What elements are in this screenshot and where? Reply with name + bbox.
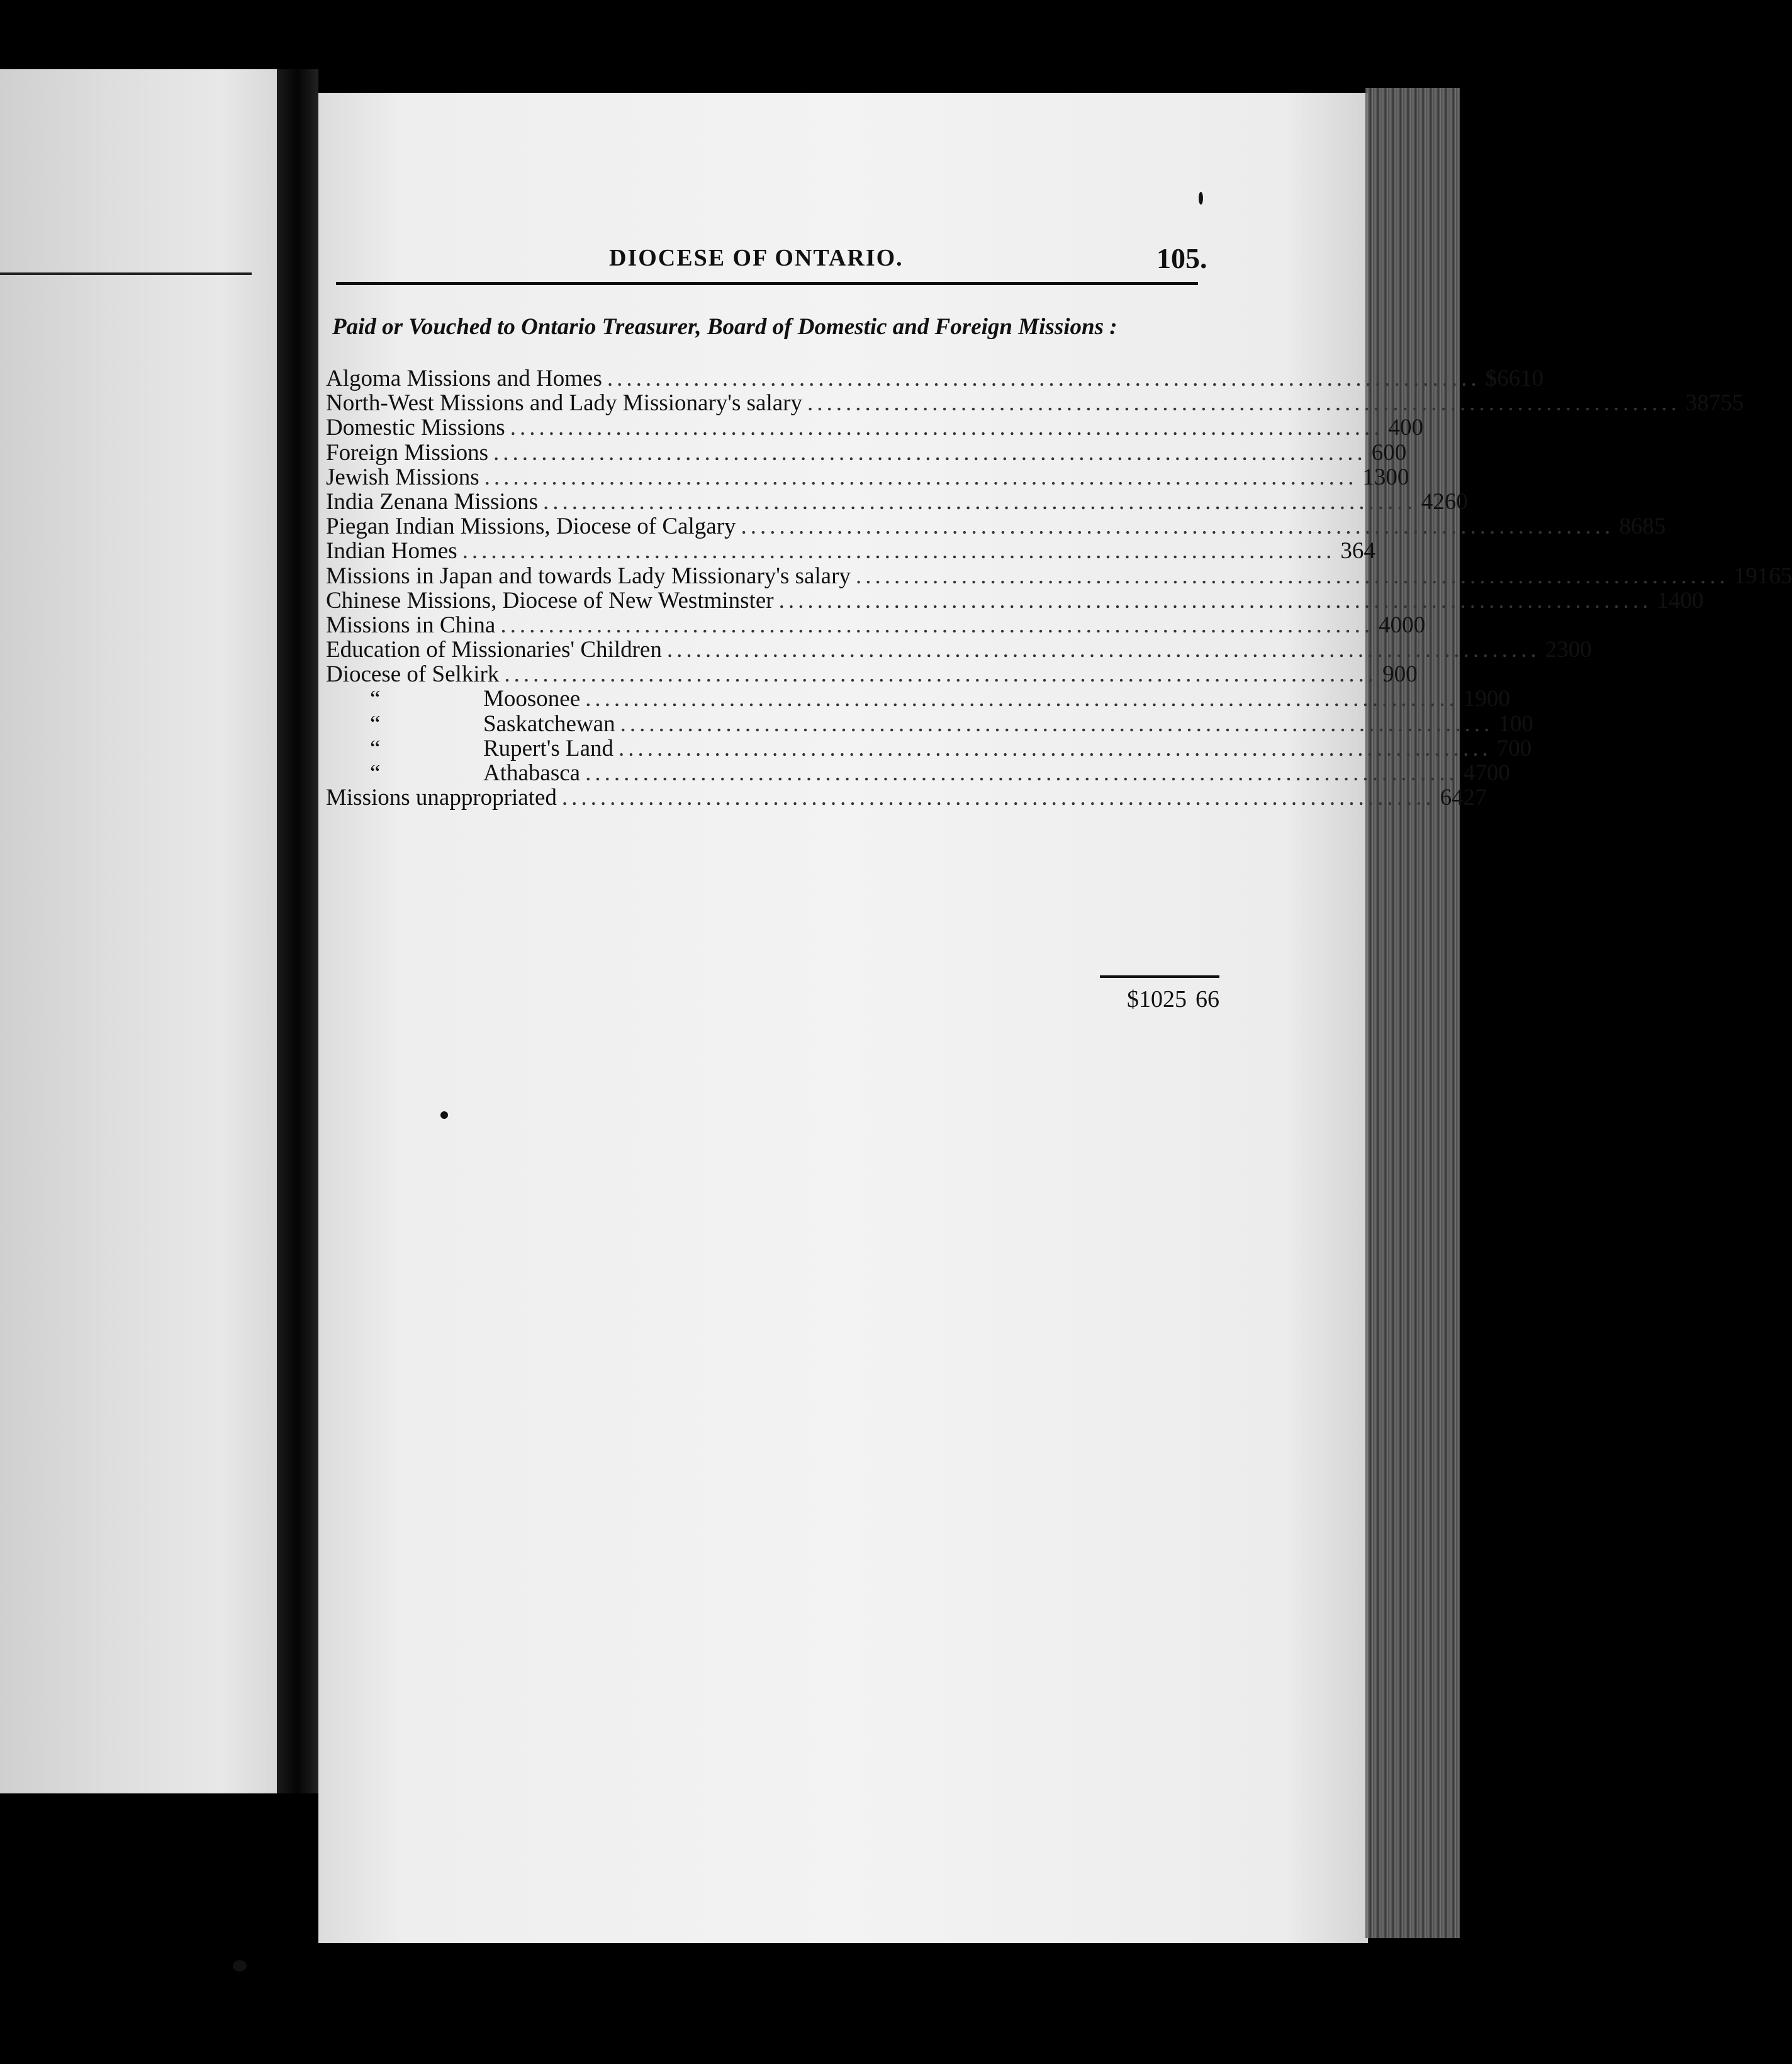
dot-leader: ........................................................................................... — [500, 612, 1374, 638]
ledger-row — [326, 390, 1744, 417]
entry-label-text: Rupert's Land — [483, 735, 614, 761]
dot-leader: ........................................................................................... — [585, 686, 1459, 712]
entry-cents: 64 — [1352, 538, 1375, 564]
entry-label: Jewish Missions — [326, 464, 479, 490]
entry-label-text: Saskatchewan — [483, 710, 615, 737]
entry-cents: 00 — [1386, 464, 1409, 490]
ledger-row — [326, 414, 1423, 441]
entry-label — [326, 710, 615, 738]
dot-leader: ........................................................................................... — [510, 415, 1384, 441]
dot-leader: ........................................................................................... — [493, 439, 1367, 466]
entry-label: Missions unappropriated — [326, 785, 557, 811]
entry-dollars: 4 — [1388, 415, 1400, 441]
entry-label: Algoma Missions and Homes — [326, 366, 602, 391]
entry-dollars: 387 — [1685, 390, 1721, 417]
entry-cents: 55 — [1720, 390, 1744, 417]
ledger-row — [326, 685, 1510, 712]
entry-cents: 65 — [1769, 563, 1792, 589]
section-heading: Paid or Vouched to Ontario Treasurer, Board of Domestic and Foreign Missions : — [332, 314, 1117, 340]
ditto-mark: “ — [370, 686, 381, 712]
total-cents: 66 — [1196, 986, 1219, 1012]
entry-dollars: 47 — [1463, 760, 1487, 786]
ink-speck — [233, 1960, 247, 1971]
entry-dollars: 6 — [1371, 439, 1384, 466]
dot-leader: ........................................................................................... — [607, 366, 1481, 391]
ditto-mark: “ — [370, 735, 381, 761]
book-gutter — [277, 69, 318, 1793]
entry-label: Education of Missionaries' Children — [326, 637, 662, 663]
ledger-row — [326, 563, 1792, 589]
entry-cents: 10 — [1520, 366, 1544, 391]
total-rule — [1100, 975, 1219, 978]
dot-leader: ........................................................................................... — [484, 464, 1358, 490]
entry-dollars: 7 — [1496, 735, 1509, 761]
entry-cents: 00 — [1509, 710, 1533, 737]
entry-dollars: 19 — [1463, 686, 1487, 712]
entry-cents: 00 — [1486, 686, 1510, 712]
dot-leader: ........................................................................................... — [741, 513, 1615, 540]
entry-label — [326, 760, 580, 787]
dot-leader: ........................................................................................... — [855, 563, 1729, 589]
entry-dollars: 1 — [1498, 710, 1510, 737]
entry-label: Domestic Missions — [326, 415, 505, 441]
ledger-row — [326, 760, 1510, 786]
entry-label: Chinese Missions, Diocese of New Westminster — [326, 587, 774, 614]
page-title: DIOCESE OF ONTARIO. — [609, 245, 904, 271]
ledger-row — [326, 710, 1533, 737]
entry-dollars: 42 — [1421, 488, 1445, 515]
ledger-row — [326, 439, 1407, 466]
entry-dollars: 13 — [1362, 464, 1386, 490]
total-row — [1100, 985, 1219, 1013]
ledger-row — [326, 587, 1704, 614]
page-number: 105. — [1156, 242, 1207, 274]
dot-leader: ........................................................................................... — [619, 735, 1492, 761]
left-facing-page — [0, 69, 277, 1793]
entry-label: Missions in Japan and towards Lady Missionary's salary — [326, 563, 851, 589]
ledger-row — [326, 488, 1468, 515]
entry-dollars: 191 — [1733, 563, 1769, 589]
ledger-row — [326, 661, 1418, 688]
ledger-row — [326, 537, 1375, 564]
entry-label: North-West Missions and Lady Missionary's salary — [326, 390, 802, 417]
ink-speck — [1199, 192, 1203, 205]
total-amount: $1025 — [1127, 986, 1187, 1012]
entry-cents: 00 — [1508, 735, 1532, 761]
entry-dollars: 3 — [1340, 538, 1352, 564]
entry-label: Piegan Indian Missions, Diocese of Calgary — [326, 513, 736, 540]
header-rule — [336, 282, 1198, 285]
ledger-row — [326, 784, 1487, 811]
dot-leader: ........................................................................................... — [620, 710, 1494, 737]
left-page-rule — [0, 272, 252, 275]
entry-cents: 00 — [1568, 637, 1592, 663]
entry-cents: 00 — [1383, 439, 1407, 466]
entry-dollars: 86 — [1619, 513, 1643, 540]
entry-cents: 00 — [1402, 612, 1426, 638]
entry-label: Missions in China — [326, 612, 496, 638]
entry-cents: 00 — [1486, 760, 1510, 786]
ledger-table — [326, 365, 1792, 811]
dot-leader: ........................................................................................... — [543, 488, 1416, 515]
running-header — [326, 239, 1219, 283]
entry-cents: 27 — [1463, 785, 1487, 811]
entry-dollars: 66 — [1497, 366, 1521, 391]
entry-cents: 60 — [1444, 488, 1468, 515]
entry-label — [326, 735, 613, 762]
entry-label-text: Moosonee — [483, 686, 581, 712]
ledger-row — [326, 636, 1592, 663]
ledger-row — [326, 365, 1544, 391]
entry-dollars: 64 — [1440, 785, 1464, 811]
entry-dollars: 9 — [1382, 661, 1394, 688]
entry-label: Indian Homes — [326, 538, 457, 564]
entry-cents: 00 — [1680, 587, 1704, 614]
currency-sign: $ — [1485, 366, 1498, 391]
dot-leader: ........................................................................................... — [504, 661, 1378, 688]
entry-label — [326, 685, 580, 712]
dot-leader: ........................................................................................... — [462, 538, 1336, 564]
dot-leader: ........................................................................................... — [666, 637, 1540, 663]
dot-leader: ........................................................................................... — [585, 760, 1459, 786]
entry-cents: 00 — [1399, 415, 1423, 441]
entry-dollars: 14 — [1657, 587, 1681, 614]
ledger-row — [326, 735, 1532, 761]
dot-leader: ........................................................................................... — [807, 390, 1681, 417]
entry-label: India Zenana Missions — [326, 488, 539, 515]
entry-dollars: 23 — [1545, 637, 1569, 663]
entry-label-text: Athabasca — [483, 760, 581, 786]
entry-cents: 85 — [1642, 513, 1666, 540]
entry-dollars: 40 — [1379, 612, 1403, 638]
ledger-row — [326, 513, 1666, 540]
ledger-row — [326, 612, 1426, 638]
dot-leader: ........................................................................................... — [561, 785, 1435, 811]
entry-label: Foreign Missions — [326, 439, 489, 466]
ditto-mark: “ — [370, 710, 381, 737]
entry-label: Diocese of Selkirk — [326, 661, 500, 688]
ink-speck — [440, 1111, 448, 1119]
dot-leader: ........................................................................................... — [778, 587, 1652, 614]
ledger-row — [326, 464, 1409, 490]
entry-cents: 00 — [1394, 661, 1418, 688]
ditto-mark: “ — [370, 760, 381, 786]
